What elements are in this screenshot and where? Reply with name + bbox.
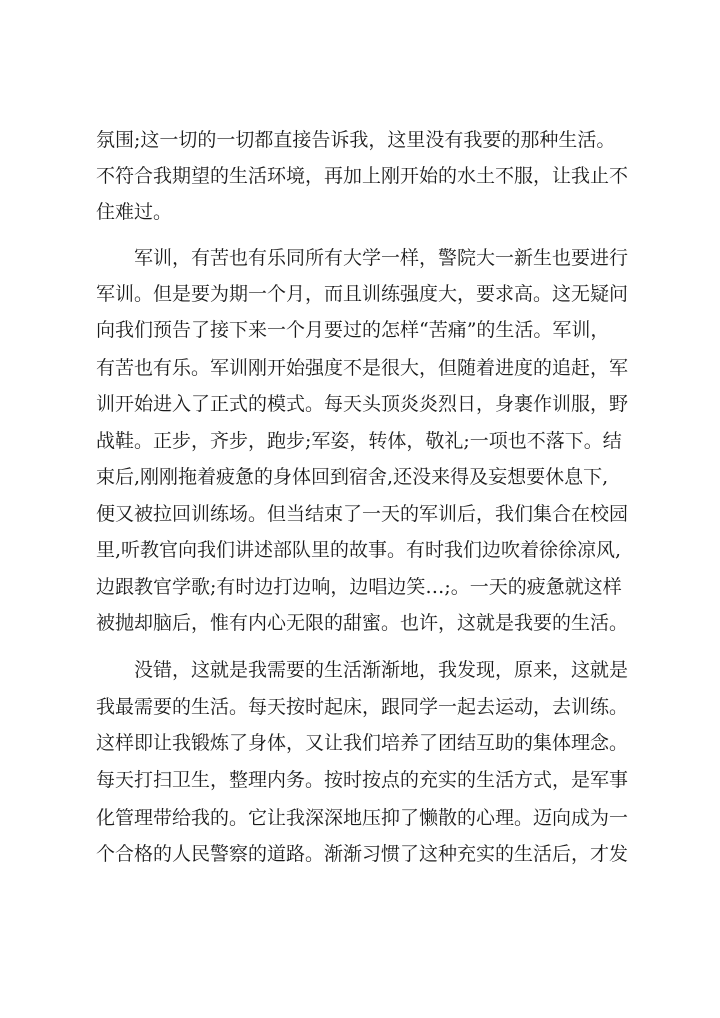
text-line: 氛围;这一切的一切都直接告诉我，这里没有我要的那种生活。 — [96, 129, 616, 151]
text-line: 化管理带给我的。它让我深深地压抑了懒散的心理。迈向成为一 — [96, 807, 629, 829]
text-line: 个合格的人民警察的道路。渐渐习惯了这种充实的生活后，才发 — [96, 843, 629, 865]
text-line: 住难过。 — [96, 201, 173, 223]
text-line: 训开始进入了正式的模式。每天头顶炎炎烈日，身裹作训服，野 — [96, 393, 629, 415]
text-line: 边跟教官学歌;有时边打边响，边唱边笑…;。一天的疲惫就这样 — [96, 576, 622, 598]
text-line: 有苦也有乐。军训刚开始强度不是很大，但随着进度的追赶，军 — [96, 357, 629, 379]
text-line: 束后,刚刚拖着疲惫的身体回到宿舍,还没来得及妄想要休息下, — [96, 466, 609, 488]
text-line: 军训。但是要为期一个月，而且训练强度大，要求高。这无疑问 — [96, 283, 629, 305]
text-line: 被抛却脑后，惟有内心无限的甜蜜。也许，这就是我要的生活。 — [96, 612, 629, 634]
text-line: 每天打扫卫生，整理内务。按时按点的充实的生活方式，是军事 — [96, 769, 629, 791]
text-line: 不符合我期望的生活环境，再加上刚开始的水土不服，让我止不 — [96, 165, 629, 187]
text-line: 便又被拉回训练场。但当结束了一天的军训后，我们集合在校园 — [96, 503, 629, 525]
text-line: 我最需要的生活。每天按时起床，跟同学一起去运动，去训练。 — [96, 696, 629, 718]
text-line: 军训，有苦也有乐同所有大学一样，警院大一新生也要进行 — [96, 247, 629, 269]
text-line: 没错，这就是我需要的生活渐渐地，我发现，原来，这就是 — [96, 659, 629, 681]
text-line: 里,听教官向我们讲述部队里的故事。有时我们边吹着徐徐凉风, — [96, 539, 622, 561]
text-line: 向我们预告了接下来一个月要过的怎样“苦痛”的生活。军训， — [96, 319, 610, 341]
text-line: 这样即让我锻炼了身体，又让我们培养了团结互助的集体理念。 — [96, 732, 629, 754]
text-line: 战鞋。正步，齐步，跑步;军姿，转体，敬礼;一项也不落下。结 — [96, 430, 622, 452]
